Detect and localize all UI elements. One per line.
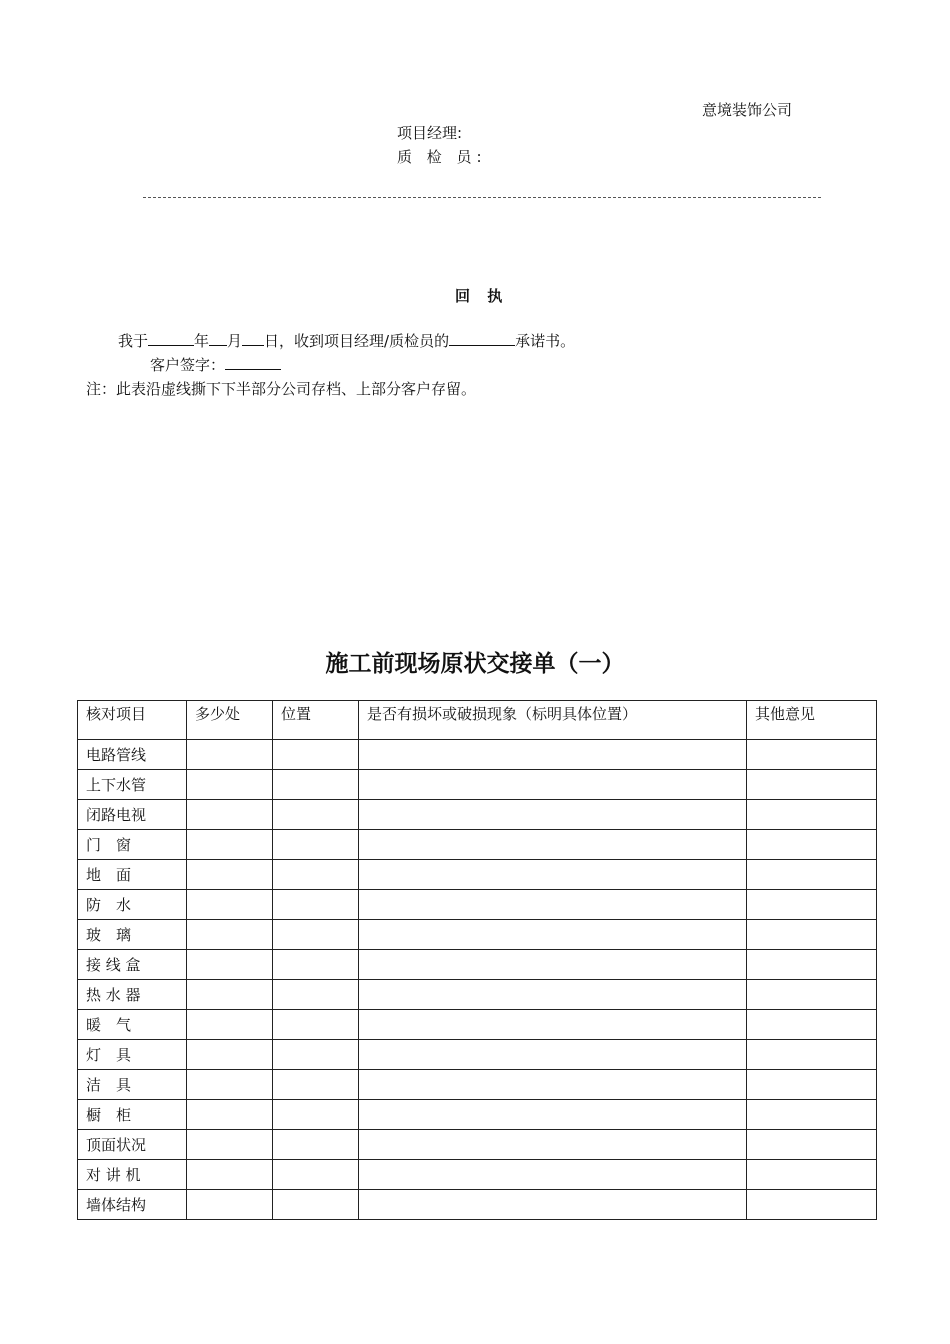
table-row bbox=[78, 1070, 877, 1100]
table-cell[interactable] bbox=[273, 740, 359, 770]
table-cell[interactable] bbox=[747, 860, 877, 890]
table-cell[interactable] bbox=[359, 830, 747, 860]
table-cell[interactable] bbox=[273, 1100, 359, 1130]
name-blank bbox=[449, 331, 515, 346]
table-cell[interactable] bbox=[273, 1010, 359, 1040]
table-cell[interactable] bbox=[187, 860, 273, 890]
table-cell[interactable] bbox=[273, 1160, 359, 1190]
table-cell[interactable] bbox=[747, 830, 877, 860]
table-cell[interactable] bbox=[187, 740, 273, 770]
check-item-label: 地 面 bbox=[78, 860, 187, 890]
table-cell[interactable] bbox=[187, 890, 273, 920]
check-item-label: 闭路电视 bbox=[78, 800, 187, 830]
quality-inspector-label: 质 检 员: bbox=[397, 148, 487, 166]
table-cell[interactable] bbox=[187, 950, 273, 980]
table-row bbox=[78, 890, 877, 920]
table-row bbox=[78, 1040, 877, 1070]
table-cell[interactable] bbox=[747, 1040, 877, 1070]
table-cell[interactable] bbox=[273, 830, 359, 860]
table-cell[interactable] bbox=[747, 1070, 877, 1100]
check-item-label: 墙体结构 bbox=[78, 1190, 187, 1220]
table-cell[interactable] bbox=[273, 1040, 359, 1070]
handover-table bbox=[77, 700, 877, 1220]
table-cell[interactable] bbox=[187, 830, 273, 860]
table-cell[interactable] bbox=[187, 1040, 273, 1070]
table-row bbox=[78, 830, 877, 860]
table-cell[interactable] bbox=[747, 800, 877, 830]
table-cell[interactable] bbox=[747, 980, 877, 1010]
table-cell[interactable] bbox=[187, 1100, 273, 1130]
check-item-label: 接 线 盒 bbox=[78, 950, 187, 980]
table-cell[interactable] bbox=[359, 920, 747, 950]
column-header: 是否有损坏或破损现象（标明具体位置） bbox=[359, 701, 747, 740]
signature-blank bbox=[225, 355, 281, 370]
customer-signature-line bbox=[150, 354, 281, 375]
table-row bbox=[78, 1100, 877, 1130]
table-cell[interactable] bbox=[359, 1040, 747, 1070]
table-cell[interactable] bbox=[273, 980, 359, 1010]
year-blank bbox=[148, 331, 194, 346]
table-cell[interactable] bbox=[187, 770, 273, 800]
table-cell[interactable] bbox=[187, 1010, 273, 1040]
table-cell[interactable] bbox=[747, 1010, 877, 1040]
table-cell[interactable] bbox=[187, 1190, 273, 1220]
check-item-label: 橱 柜 bbox=[78, 1100, 187, 1130]
column-header: 核对项目 bbox=[78, 701, 187, 740]
table-cell[interactable] bbox=[273, 920, 359, 950]
receipt-statement bbox=[118, 330, 575, 351]
table-cell[interactable] bbox=[273, 1190, 359, 1220]
table-cell[interactable] bbox=[747, 890, 877, 920]
table-cell[interactable] bbox=[187, 800, 273, 830]
table-cell[interactable] bbox=[273, 860, 359, 890]
customer-signature-label: 客户签字： bbox=[150, 356, 226, 374]
table-cell[interactable] bbox=[187, 1070, 273, 1100]
column-header: 其他意见 bbox=[747, 701, 877, 740]
table-row bbox=[78, 980, 877, 1010]
receipt-text-month: 月 bbox=[227, 332, 243, 350]
table-cell[interactable] bbox=[359, 1100, 747, 1130]
receipt-title: 回 执 bbox=[455, 287, 509, 305]
table-cell[interactable] bbox=[359, 1190, 747, 1220]
column-header: 位置 bbox=[273, 701, 359, 740]
table-row bbox=[78, 770, 877, 800]
receipt-text-day: 日，收到项目经理/质检员的 bbox=[264, 332, 450, 350]
table-row bbox=[78, 860, 877, 890]
table-cell[interactable] bbox=[359, 770, 747, 800]
table-cell[interactable] bbox=[359, 980, 747, 1010]
check-item-label: 顶面状况 bbox=[78, 1130, 187, 1160]
day-blank bbox=[242, 331, 264, 346]
table-row bbox=[78, 920, 877, 950]
receipt-text-start: 我于 bbox=[118, 332, 149, 350]
table-row bbox=[78, 1130, 877, 1160]
table-cell[interactable] bbox=[273, 950, 359, 980]
table-cell[interactable] bbox=[359, 890, 747, 920]
table-cell[interactable] bbox=[747, 950, 877, 980]
check-item-label: 灯 具 bbox=[78, 1040, 187, 1070]
table-cell[interactable] bbox=[187, 920, 273, 950]
table-header-row bbox=[78, 701, 877, 740]
table-cell[interactable] bbox=[273, 1130, 359, 1160]
table-cell[interactable] bbox=[359, 1010, 747, 1040]
company-name: 意境装饰公司 bbox=[702, 101, 793, 119]
table-cell[interactable] bbox=[747, 770, 877, 800]
table-cell[interactable] bbox=[747, 1130, 877, 1160]
table-row bbox=[78, 800, 877, 830]
note-text: 注：此表沿虚线撕下下半部分公司存档、上部分客户存留。 bbox=[86, 380, 477, 398]
check-item-label: 暖 气 bbox=[78, 1010, 187, 1040]
table-cell[interactable] bbox=[359, 860, 747, 890]
tear-off-dashed-line bbox=[143, 197, 821, 198]
table-cell[interactable] bbox=[747, 1100, 877, 1130]
check-item-label: 上下水管 bbox=[78, 770, 187, 800]
month-blank bbox=[209, 331, 227, 346]
table-cell[interactable] bbox=[187, 1130, 273, 1160]
table-row bbox=[78, 1010, 877, 1040]
check-item-label: 防 水 bbox=[78, 890, 187, 920]
table-row bbox=[78, 1160, 877, 1190]
check-item-label: 对 讲 机 bbox=[78, 1160, 187, 1190]
table-cell[interactable] bbox=[273, 890, 359, 920]
table-cell[interactable] bbox=[359, 800, 747, 830]
receipt-text-end: 承诺书。 bbox=[515, 332, 576, 350]
table-cell[interactable] bbox=[187, 980, 273, 1010]
project-manager-label: 项目经理: bbox=[397, 124, 463, 142]
check-item-label: 门 窗 bbox=[78, 830, 187, 860]
table-cell[interactable] bbox=[273, 800, 359, 830]
check-item-label: 热 水 器 bbox=[78, 980, 187, 1010]
table-cell[interactable] bbox=[747, 1190, 877, 1220]
table-cell[interactable] bbox=[187, 1160, 273, 1190]
table-cell[interactable] bbox=[273, 770, 359, 800]
table-row bbox=[78, 950, 877, 980]
table-row bbox=[78, 740, 877, 770]
table-cell[interactable] bbox=[359, 1130, 747, 1160]
table-cell[interactable] bbox=[747, 1160, 877, 1190]
table-cell[interactable] bbox=[359, 1070, 747, 1100]
check-item-label: 玻 璃 bbox=[78, 920, 187, 950]
table-row bbox=[78, 1190, 877, 1220]
table-cell[interactable] bbox=[747, 920, 877, 950]
form-title: 施工前现场原状交接单（一） bbox=[325, 651, 625, 677]
table-cell[interactable] bbox=[359, 1160, 747, 1190]
receipt-text-year: 年 bbox=[194, 332, 210, 350]
check-item-label: 洁 具 bbox=[78, 1070, 187, 1100]
table-cell[interactable] bbox=[359, 950, 747, 980]
table-cell[interactable] bbox=[359, 740, 747, 770]
table-cell[interactable] bbox=[273, 1070, 359, 1100]
table-cell[interactable] bbox=[747, 740, 877, 770]
column-header: 多少处 bbox=[187, 701, 273, 740]
check-item-label: 电路管线 bbox=[78, 740, 187, 770]
